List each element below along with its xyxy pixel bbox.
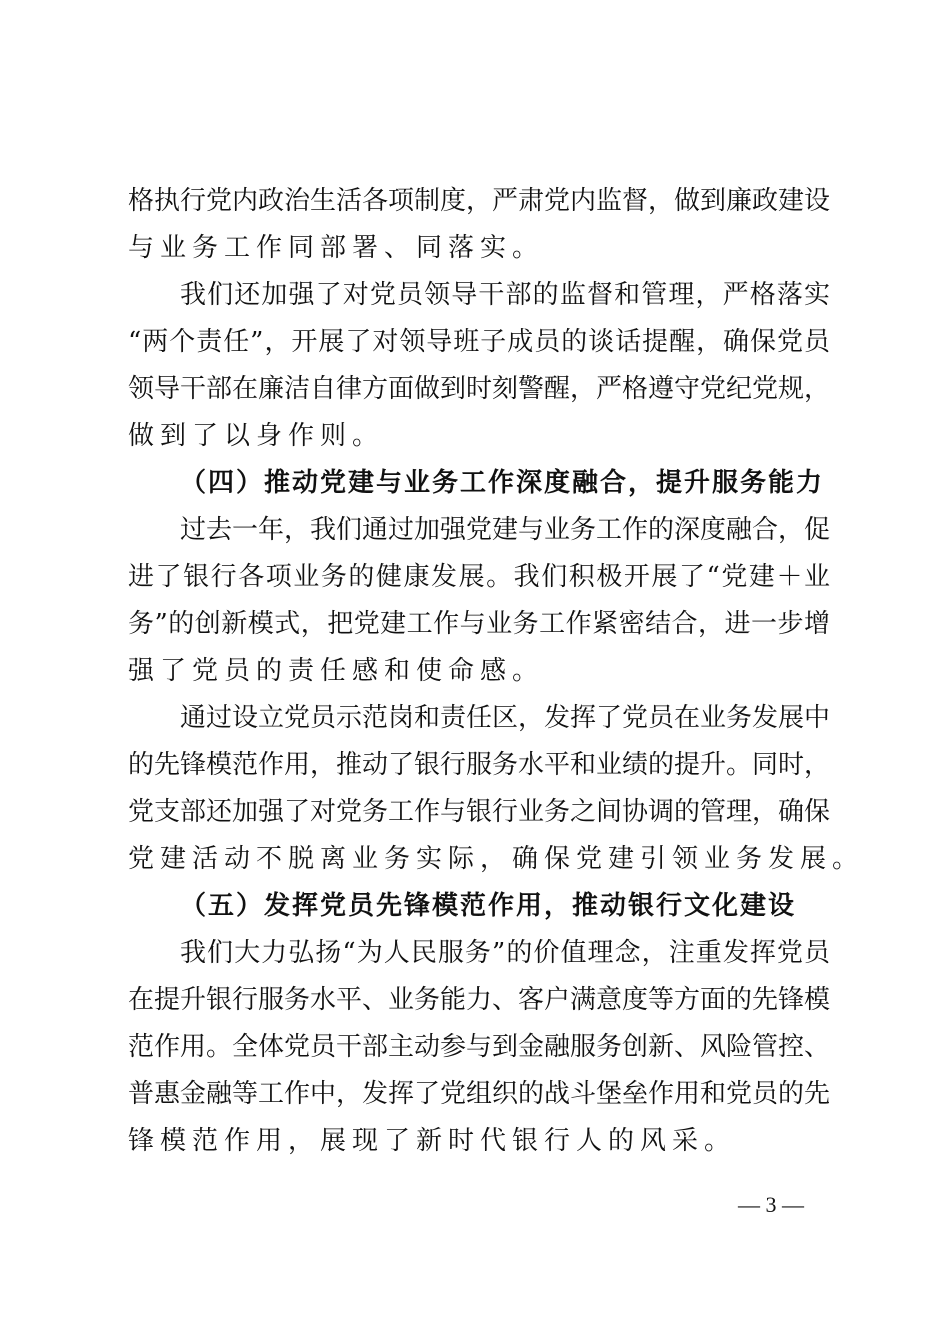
paragraph-line: 务”的创新模式，把党建工作与业务工作紧密结合，进一步增 <box>128 609 830 639</box>
paragraph-line: 与业务工作同部署、同落实。 <box>128 233 545 263</box>
page-number: — 3 — <box>738 1192 804 1217</box>
paragraph-line: 普惠金融等工作中，发挥了党组织的战斗堡垒作用和党员的先 <box>128 1079 831 1109</box>
paragraph-line: “两个责任”，开展了对领导班子成员的谈话提醒，确保党员 <box>128 327 830 357</box>
paragraph-line: 强了党员的责任感和使命感。 <box>128 656 545 686</box>
paragraph-line: 党建活动不脱离业务实际，确保党建引领业务发展。 <box>128 844 865 874</box>
paragraph-line: 在提升银行服务水平、业务能力、客户满意度等方面的先锋模 <box>128 985 831 1015</box>
paragraph-line: 过去一年，我们通过加强党建与业务工作的深度融合，促 <box>180 515 831 545</box>
paragraph-line: 通过设立党员示范岗和责任区，发挥了党员在业务发展中 <box>180 703 831 733</box>
paragraph-line: 锋模范作用，展现了新时代银行人的风采。 <box>128 1126 737 1156</box>
paragraph-line: 领导干部在廉洁自律方面做到时刻警醒，严格遵守党纪党规， <box>128 374 831 404</box>
paragraph-line: 我们还加强了对党员领导干部的监督和管理，严格落实 <box>180 280 830 310</box>
paragraph-line: 党支部还加强了对党务工作与银行业务之间协调的管理，确保 <box>128 797 831 827</box>
section-heading: （四）推动党建与业务工作深度融合，提升服务能力 <box>180 468 825 498</box>
paragraph-line: 我们大力弘扬“为人民服务”的价值理念，注重发挥党员 <box>180 938 830 968</box>
paragraph-line: 范作用。全体党员干部主动参与到金融服务创新、风险管控、 <box>128 1032 831 1062</box>
paragraph-line: 格执行党内政治生活各项制度，严肃党内监督，做到廉政建设 <box>128 186 831 216</box>
section-heading: （五）发挥党员先锋模范作用，推动银行文化建设 <box>180 891 797 921</box>
paragraph-line: 的先锋模范作用，推动了银行服务水平和业绩的提升。同时， <box>128 750 831 780</box>
paragraph-line: 做到了以身作则。 <box>128 421 385 451</box>
paragraph-line: 进了银行各项业务的健康发展。我们积极开展了“党建＋业 <box>128 562 830 592</box>
